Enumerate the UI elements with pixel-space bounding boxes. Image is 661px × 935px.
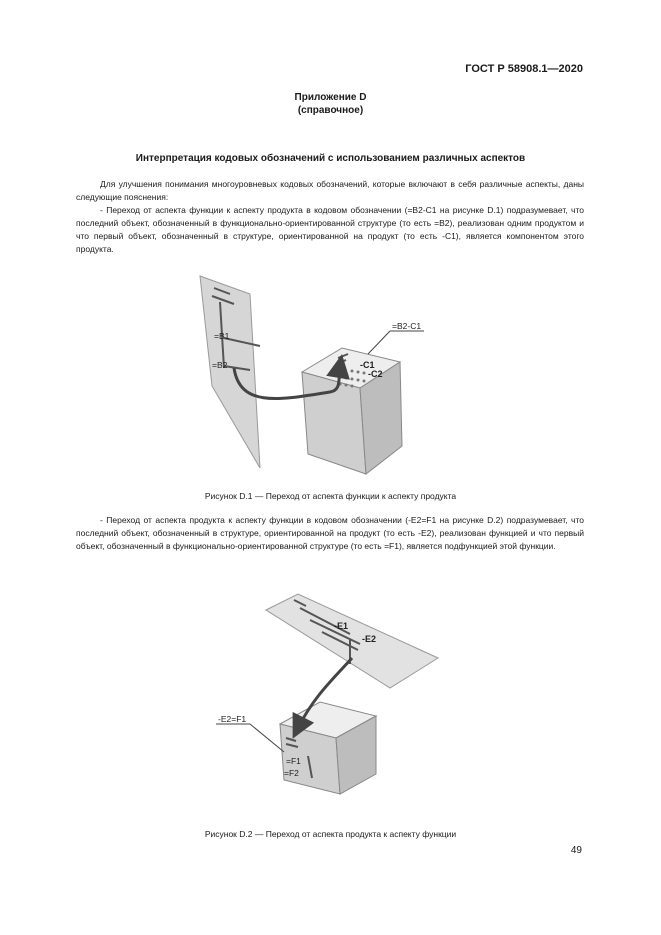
intro-line-2: - Переход от аспекта функции к аспекту продукта в кодовом обозначении (=B2-C1 на рисунке D.1) подразумевает, что последний объект, обозначенный в функционально-ориентированной структуре (то есть =B2), реализован одним продуктом и что первый объект, обозначенный в структуре, ориентированной на продукт (то есть -C1), является компонентом этого продукта. xyxy=(76,205,584,254)
standard-number: ГОСТ Р 58908.1—2020 xyxy=(465,63,583,75)
label-f1: =F1 xyxy=(286,756,301,766)
function-cube xyxy=(280,702,376,794)
annex-heading xyxy=(0,91,661,117)
label-f2: =F2 xyxy=(284,768,299,778)
para2-text: - Переход от аспекта продукта к аспекту функции в кодовом обозначении (-E2=F1 на рисунке D.2) подразумевает, что последний объект, обозначенный в структуре, ориентированной на продукт (то есть -E2), реализован функцией и что первый объект, обозначенный в функционально-ориентированной структуре (то есть =F1), является подфункцией этой функции. xyxy=(76,515,584,551)
label-c2: -C2 xyxy=(368,369,383,379)
annex-subtitle: (справочное) xyxy=(297,105,364,116)
figure-d2 xyxy=(210,588,460,798)
label-c1: -C1 xyxy=(360,360,375,370)
label-b1: =B1 xyxy=(214,331,230,341)
annex-title: Приложение D xyxy=(294,92,367,103)
label-b2: =B2 xyxy=(212,360,228,370)
function-structure-sheet xyxy=(200,276,260,468)
label-callout-d2: -E2=F1 xyxy=(218,714,247,724)
para-product-to-function xyxy=(76,514,584,553)
figure-d1 xyxy=(190,268,490,483)
section-title: Интерпретация кодовых обозначений с использованием различных аспектов xyxy=(135,153,526,164)
intro-line-1: Для улучшения понимания многоуровневых кодовых обозначений, которые включают в себя различные аспекты, даны следующие пояснения: xyxy=(76,179,584,202)
figure-d2-caption: Рисунок D.2 — Переход от аспекта продукта к аспекту функции xyxy=(204,829,457,839)
figure-d1-caption: Рисунок D.1 — Переход от аспекта функции к аспекту продукта xyxy=(204,491,457,501)
label-e1: -E1 xyxy=(334,621,349,631)
label-callout-d1: =B2-C1 xyxy=(392,321,422,331)
intro-paragraph xyxy=(76,178,584,256)
page-number: 49 xyxy=(570,845,582,856)
label-e2: -E2 xyxy=(362,634,377,644)
product-cube xyxy=(302,348,402,474)
